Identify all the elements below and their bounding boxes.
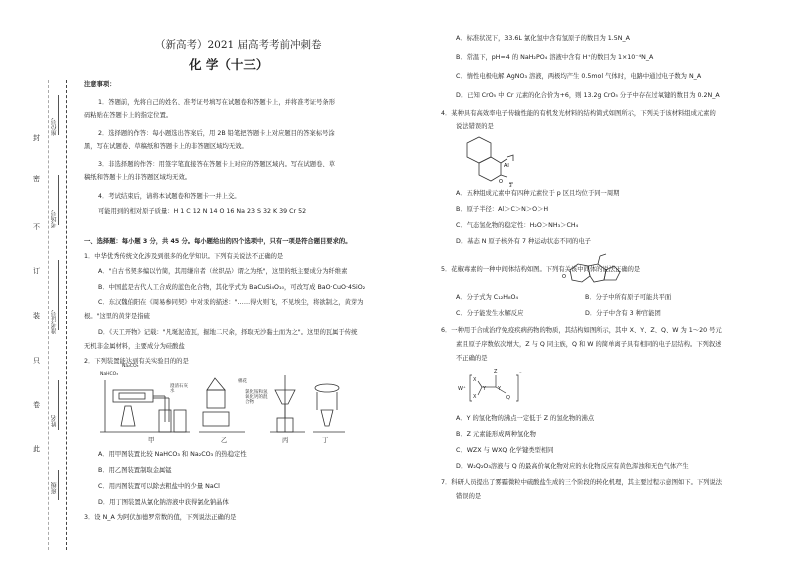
class-label: 班级 [51, 482, 58, 494]
q4-stem-cont: 说法错误的是 [456, 123, 494, 130]
q6-stem-cont: 素且原子序数依次增大，Z 与 Q 同主族，Q 和 W 的简单离子具有相同的电子层结构。下列叙述 [456, 341, 722, 348]
svg-text:X: X [473, 377, 477, 383]
fig-label-jia: 甲 [148, 437, 155, 444]
al-atom: Al [504, 163, 509, 169]
seal-char: 密 [33, 175, 40, 183]
notes-line: 码粘贴在答题卡上的指定位置。 [84, 112, 173, 119]
subject-title: 化 学（十三） [189, 57, 269, 72]
q3-option-a: A．标准状况下，33.6L 氯化氢中含有氢原子的数目为 1.5N_A [456, 35, 630, 42]
label-cotton: 棉花 [238, 379, 247, 384]
label-mixture: 氯化铵和氢氧化钙的混合物 [245, 390, 268, 405]
seal-char: 订 [33, 267, 40, 275]
exam-room-label: 考场号 [51, 210, 58, 228]
fill-line [58, 175, 59, 225]
q5-option-c: C．分子能发生水解反应 [456, 310, 524, 317]
fill-line [58, 470, 59, 500]
o-atom-q5: O [562, 274, 566, 280]
name-label: 姓名 [51, 415, 58, 427]
svg-text:⁻: ⁻ [519, 371, 522, 377]
exam-title: （新高考）2021 届高考考前冲刺卷 [155, 39, 322, 51]
svg-text:Y: Y [483, 386, 487, 392]
q1-option-a: A．"自古书契多编以竹简，其用缣帛者（丝织品）谓之为纸"，这里的纸主要成分为纤维素 [98, 268, 348, 275]
notes-heading: 注意事项： [84, 81, 116, 88]
q5-option-a: A．分子式为 C₁₂H₈O₄ [456, 294, 518, 301]
q2-option-c: C．用丙图装置可以除去粗盐中的少量 NaCl [98, 483, 220, 490]
q6-structure [456, 365, 536, 411]
q4-option-c: C．气态氢化物的稳定性：H₂O＞NH₃＞CH₄ [456, 222, 579, 229]
notes-line: 1．答题前，先将自己的姓名、准考证号填写在试题卷和答题卡上，并将准考证号条形 [98, 99, 335, 106]
q1-option-c: C．东汉魏伯阳在《周易参同契》中对汞的描述："……得火则飞，不见埃尘，将欲制之，黄芽为 [98, 299, 364, 306]
fig-label-yi: 乙 [221, 437, 228, 444]
alcohol-lamp [121, 406, 135, 426]
q4-stem: 4．某种具有高效率电子传输性能的有机发光材料的结构简式如图所示，下列关于该材料组成元素的 [441, 110, 716, 117]
w-label: W⁺ [458, 386, 466, 392]
label-limewater: 澄清石灰水 [170, 384, 188, 394]
q1-option-c-cont: 根。"这里的黄芽是指硫 [84, 313, 150, 320]
q6-option-b: B．Z 元素能形成两种氢化物 [456, 431, 536, 438]
apparatus-figure [95, 370, 355, 445]
notes-line: 稿纸和答题卡上的非答题区域均无效。 [84, 174, 192, 181]
inner-tube [119, 393, 145, 399]
q3-option-b: B．常温下，pH=4 的 NaH₂PO₄ 溶液中含有 H⁺的数目为 1×10⁻⁴N_A [456, 54, 654, 61]
q1-option-b: B．中国蓝是古代人工合成的蓝色化合物，其化学式为 BaCuSi₄O₁₀，可改写成 BaO·CuO·4SiO₂ [98, 284, 366, 291]
seal-line [66, 80, 67, 550]
seal-char: 装 [33, 312, 40, 320]
label-na2co3: Na₂CO₃ [122, 364, 139, 369]
seal-char: 卷 [33, 401, 40, 409]
notes-line: 4．考试结束后，请将本试题卷和答题卡一并上交。 [98, 193, 241, 200]
notes-line: 2．选择题的作答：每小题选出答案后，用 2B 铅笔把答题卡上对应题目的答案标号涂 [98, 130, 335, 137]
q4-option-d: D．基态 N 原子核外有 7 种运动状态不同的电子 [456, 238, 591, 245]
notes-line: 可能用到的相对原子质量：H 1 C 12 N 14 O 16 Na 23 S 32 K 39 Cr 52 [98, 208, 307, 215]
q2-option-b: B．用乙图装置制取金属锰 [98, 467, 172, 474]
q3-option-d: D．已知 CrO₅ 中 Cr 元素的化合价为+6，则 13.2g CrO₅ 分子中存在过氧键的数目为 0.2N_A [456, 92, 720, 99]
q7-stem: 7．科研人员提出了雾霾微粒中硫酸盐生成的三个阶段的转化机理，其主要过程示意图如下。下列说法 [441, 479, 723, 486]
q1-option-d: D．《天工开物》记载："凡埏泥造瓦，掘地二尺余，择取无沙黏土而为之"。这里的瓦属于传统 [98, 329, 358, 336]
q5-stem: 5．花椒毒素的一种中间体结构如图。下列有关该中间体的说法正确的是 [441, 266, 641, 273]
q1-stem: 1．中华优秀传统文化涉及到很多的化学知识。下列有关说法不正确的是 [84, 253, 284, 260]
q4-option-a: A．五种组成元素中有四种元素位于 p 区且均位于同一周期 [456, 190, 620, 197]
seat-number-label: 座位号 [51, 118, 58, 136]
o-atom: O [499, 179, 503, 185]
svg-text:Z: Z [494, 369, 498, 375]
q5-option-d: D．分子中含有 3 种官能团 [585, 310, 661, 317]
q4-option-b: B．原子半径：Al＞C＞N＞O＞H [456, 206, 549, 213]
svg-text:X: X [473, 394, 477, 400]
section-heading: 一、选择题：每小题 3 分，共 45 分。每小题给出的四个选项中，只有一项是符合题目要求的。 [84, 238, 352, 245]
q6-option-d: D．W₂Q₂O₃溶液与 Q 的最高价氧化物对应的水化物反应有黄色浑浊和无色气体产生 [456, 463, 689, 470]
q5-option-b: B．分子中所有原子可能共平面 [585, 294, 672, 301]
q4-structure [455, 135, 515, 187]
notes-line: 黑，写在试题卷、草稿纸和答题卡上的非答题区域均无效。 [84, 143, 248, 150]
q6-stem: 6．一种用于合成治疗免疫疾病药物的物质，其结构如图所示，其中 X、Y、Z、Q、W 为 1～20 号元 [441, 327, 722, 334]
svg-text:Y: Y [498, 386, 502, 392]
fig-label-bing: 丙 [282, 437, 289, 444]
q6-option-c: C．WZX 与 WXQ 化学键类型相同 [456, 447, 554, 454]
q2-option-d: D．用丁图装置从氯化钠溶液中获得氯化钠晶体 [98, 499, 229, 506]
q3-stem: 3．设 N_A 为阿伏加德罗常数的值，下列说法正确的是 [84, 514, 237, 521]
fill-line [58, 260, 59, 330]
fill-line [58, 380, 59, 430]
q6-option-a: A．Y 的氢化物的沸点一定低于 Z 的氢化物的沸点 [456, 415, 595, 422]
label-nahco3: NaHCO₃ [100, 372, 118, 377]
q7-stem-cont: 错误的是 [456, 493, 482, 500]
q2-stem: 2．下列装置能达到有关实验目的的是 [84, 358, 189, 365]
notes-line: 3．非选择题的作答：用签字笔直接答在答题卡上对应的答题区域内。写在试题卷、草 [98, 161, 335, 168]
ticket-number-label: 准考证号 [51, 310, 58, 334]
seal-char: 只 [33, 357, 40, 365]
q6-stem-cont2: 不正确的是 [456, 355, 488, 362]
svg-text:Q: Q [506, 395, 510, 401]
fill-line [58, 95, 59, 135]
fig-label-ding: 丁 [322, 437, 329, 444]
q3-option-c: C．惰性电极电解 AgNO₃ 溶液，两极均产生 0.5mol 气体时，电路中通过电子数为 N_A [456, 73, 702, 80]
seal-line-outer [48, 80, 49, 550]
q2-option-a: A．用甲图装置比较 NaHCO₃ 和 Na₂CO₃ 的热稳定性 [98, 451, 247, 458]
seal-char: 不 [33, 223, 40, 231]
seal-char: 此 [33, 445, 40, 453]
q1-option-d-cont: 无机非金属材料，主要成分为硅酸盐 [84, 343, 185, 350]
subscript-3: 3 [509, 183, 512, 187]
beaker-right [174, 410, 186, 432]
seal-char: 封 [33, 134, 40, 142]
